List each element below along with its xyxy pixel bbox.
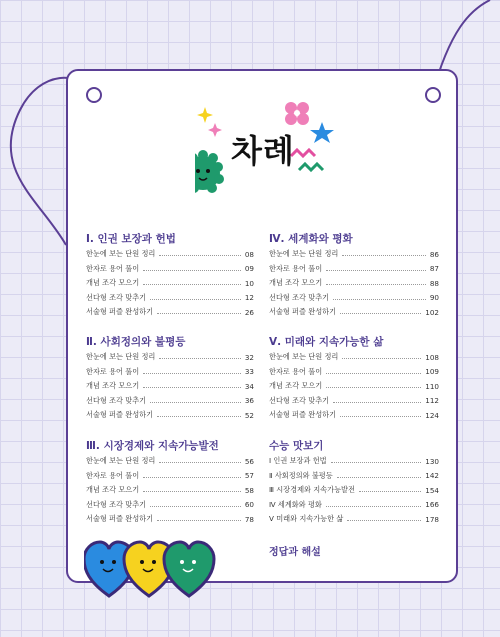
toc-entry-page: 60 [244, 500, 254, 510]
toc-entry[interactable] [86, 367, 254, 377]
answer-key-label: 정답과 해설 [269, 547, 321, 558]
toc-entry[interactable] [86, 410, 254, 420]
toc-entry-page: 124 [425, 410, 439, 420]
green-heart-icon [164, 542, 214, 596]
toc-entry-label: 개념 조각 모으기 [86, 381, 140, 391]
toc-entry[interactable] [269, 264, 439, 274]
toc-entry-page: 57 [244, 471, 254, 481]
toc-entry-label: Ⅲ 시장경제와 지속가능발전 [269, 485, 355, 495]
toc-entry[interactable] [86, 264, 254, 274]
toc-entry-page: 09 [244, 264, 254, 274]
leader-dots [150, 401, 241, 403]
toc-entry-label: 한자로 용어 풀이 [86, 470, 140, 480]
toc-entry[interactable] [86, 278, 254, 288]
toc-entry[interactable] [269, 500, 439, 510]
toc-entry-page: 12 [244, 293, 254, 303]
toc-entry-page: 154 [425, 485, 439, 495]
toc-entry-label: Ⅱ 사회정의와 불평등 [269, 470, 333, 480]
toc-entry-label: 개념 조각 모으기 [86, 278, 140, 288]
leader-dots [157, 415, 241, 417]
leader-dots [326, 386, 421, 388]
toc-entry-page: 32 [244, 352, 254, 362]
fuzzy-character-icon [195, 150, 224, 193]
toc-entry-page: 102 [425, 307, 439, 317]
toc-entry-label: 한눈에 보는 단원 정리 [86, 456, 156, 465]
toc-entry[interactable] [269, 514, 439, 524]
toc-entry-label: 개념 조각 모으기 [86, 485, 140, 495]
leader-dots [347, 519, 421, 521]
toc-entry[interactable] [86, 352, 254, 362]
toc-entry[interactable] [269, 410, 439, 420]
section-title: Ⅱ. 사회정의와 불평등 [86, 336, 186, 348]
toc-entry-page: 88 [429, 278, 439, 288]
toc-entry[interactable] [269, 293, 439, 303]
toc-entry-label: 선다형 조각 맞추기 [269, 395, 330, 405]
leader-dots [159, 357, 241, 359]
toc-entry[interactable] [86, 514, 254, 524]
toc-entry-label: 서술형 퍼즐 완성하기 [86, 514, 154, 524]
toc-entry-label: 개념 조각 모으기 [269, 278, 323, 288]
leader-dots [340, 312, 421, 314]
leader-dots [359, 490, 421, 492]
binder-ring-left [86, 87, 102, 103]
toc-entry-label: 한자로 용어 풀이 [269, 366, 323, 376]
toc-entry-label: 개념 조각 모으기 [269, 381, 323, 391]
leader-dots [342, 254, 426, 256]
toc-entry-label: Ⅳ 세계화와 평화 [269, 499, 322, 509]
leader-dots [342, 357, 421, 359]
toc-entry-label: 서술형 퍼즐 완성하기 [86, 410, 154, 420]
toc-entry-page: 08 [244, 249, 254, 259]
toc-entry-label: 한눈에 보는 단원 정리 [86, 352, 156, 361]
toc-entry[interactable] [269, 352, 439, 362]
toc-entry-label: 서술형 퍼즐 완성하기 [269, 307, 337, 317]
star-icon [310, 122, 334, 143]
toc-entry-page: 10 [244, 278, 254, 288]
toc-entry-page: 166 [425, 500, 439, 510]
toc-entry[interactable] [269, 396, 439, 406]
page-title: 차례 [231, 132, 295, 170]
leader-dots [337, 476, 422, 478]
toc-entry[interactable] [269, 485, 439, 495]
toc-entry-page: 90 [429, 293, 439, 303]
section-title: Ⅳ. 세계화와 평화 [269, 233, 353, 245]
leader-dots [326, 372, 421, 374]
toc-entry-page: 110 [425, 381, 439, 391]
toc-entry-page: 87 [429, 264, 439, 274]
leader-dots [143, 386, 241, 388]
leader-dots [333, 401, 421, 403]
leader-dots [157, 519, 241, 521]
toc-entry[interactable] [86, 381, 254, 391]
leader-dots [326, 283, 426, 285]
toc-entry-page: 36 [244, 396, 254, 406]
toc-entry-label: 한자로 용어 풀이 [86, 366, 140, 376]
section-title: Ⅴ. 미래와 지속가능한 삶 [269, 336, 384, 348]
leader-dots [326, 505, 421, 507]
toc-entry-page: 142 [425, 471, 439, 481]
toc-entry-label: 선다형 조각 맞추기 [86, 292, 147, 302]
toc-entry[interactable] [86, 249, 254, 259]
toc-entry-label: Ⅴ 미래와 지속가능한 삶 [269, 514, 344, 524]
leader-dots [150, 505, 241, 507]
toc-entry-page: 52 [244, 410, 254, 420]
toc-entry-page: 178 [425, 514, 439, 524]
toc-entry-page: 58 [244, 485, 254, 495]
toc-entry[interactable] [269, 249, 439, 259]
toc-entry[interactable] [269, 278, 439, 288]
section-title: Ⅰ. 인권 보장과 헌법 [86, 233, 176, 245]
toc-entry-page: 56 [244, 456, 254, 466]
binder-ring-right [425, 87, 441, 103]
leader-dots [143, 283, 241, 285]
toc-entry-page: 78 [244, 514, 254, 524]
toc-entry-page: 112 [425, 396, 439, 406]
toc-entry-page: 26 [244, 307, 254, 317]
toc-entry-label: 한눈에 보는 단원 정리 [269, 352, 339, 361]
toc-entry[interactable] [86, 456, 254, 466]
hearts-decoration [84, 540, 219, 600]
flower-icon [285, 102, 309, 125]
leader-dots [159, 254, 241, 256]
toc-entry[interactable] [86, 307, 254, 317]
toc-entry-page: 33 [244, 367, 254, 377]
leader-dots [143, 476, 241, 478]
leader-dots [340, 415, 421, 417]
toc-entry-page: 130 [425, 456, 439, 466]
leader-dots [143, 269, 241, 271]
toc-entry-page: 86 [429, 249, 439, 259]
toc-entry-page: 108 [425, 352, 439, 362]
section-title: 수능 맛보기 [269, 440, 324, 452]
toc-entry-label: 한눈에 보는 단원 정리 [86, 249, 156, 258]
leader-dots [159, 461, 241, 463]
toc-entry-label: 선다형 조각 맞추기 [86, 395, 147, 405]
toc-entry-label: 한자로 용어 풀이 [86, 263, 140, 273]
toc-entry[interactable] [86, 500, 254, 510]
toc-entry[interactable] [269, 367, 439, 377]
toc-entry[interactable] [86, 471, 254, 481]
toc-entry-label: 한눈에 보는 단원 정리 [269, 249, 339, 258]
toc-entry-label: 선다형 조각 맞추기 [86, 499, 147, 509]
toc-entry[interactable] [269, 381, 439, 391]
toc-entry[interactable] [269, 307, 439, 317]
toc-entry[interactable] [269, 456, 439, 466]
toc-entry-label: 한자로 용어 풀이 [269, 263, 323, 273]
leader-dots [157, 312, 241, 314]
leader-dots [143, 372, 241, 374]
leader-dots [143, 490, 241, 492]
toc-entry[interactable] [86, 293, 254, 303]
leader-dots [333, 298, 426, 300]
toc-entry-label: 서술형 퍼즐 완성하기 [86, 307, 154, 317]
zigzag-icon [299, 164, 323, 170]
toc-entry-label: 선다형 조각 맞추기 [269, 292, 330, 302]
section-title: Ⅲ. 시장경제와 지속가능발전 [86, 440, 219, 452]
leader-dots [331, 461, 422, 463]
toc-entry[interactable] [86, 396, 254, 406]
toc-entry-label: Ⅰ 인권 보장과 헌법 [269, 456, 327, 465]
leader-dots [150, 298, 241, 300]
sparkle-icon [208, 123, 222, 137]
toc-entry-label: 서술형 퍼즐 완성하기 [269, 410, 337, 420]
toc-entry[interactable] [269, 471, 439, 481]
toc-entry[interactable] [86, 485, 254, 495]
sparkle-icon [197, 107, 213, 123]
toc-entry-page: 34 [244, 381, 254, 391]
toc-entry-page: 109 [425, 367, 439, 377]
leader-dots [326, 269, 426, 271]
